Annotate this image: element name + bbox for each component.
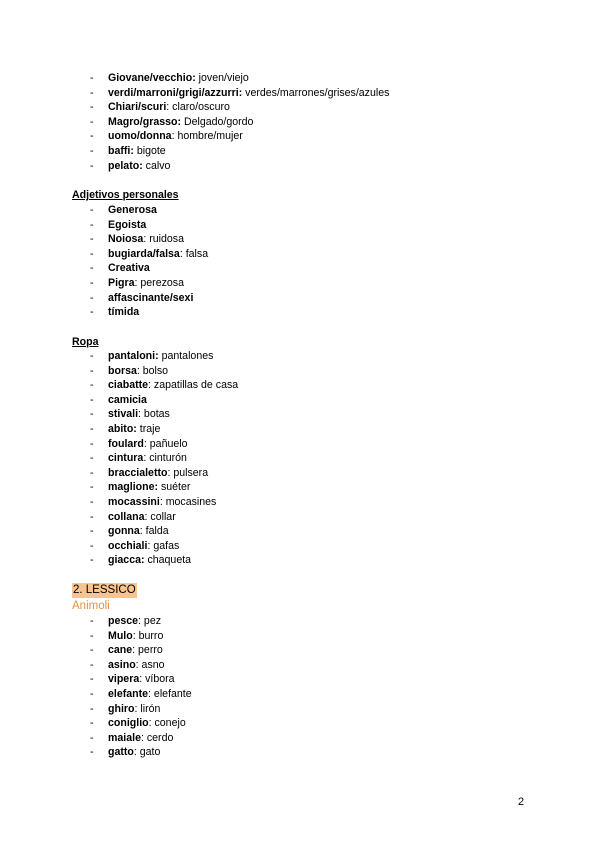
item-term: Magro/grasso: [108,115,181,128]
item-definition: : víbora [139,673,175,686]
bullet-dash: - [90,629,94,642]
item-content [108,466,208,481]
item-content [108,349,213,364]
item-term: tímida [108,306,140,319]
item-content [108,451,187,466]
item-term: affascinante/sexi [108,291,194,304]
item-definition: Delgado/gordo [181,115,254,128]
item-definition: pantalones [158,350,214,362]
item-term: abito: [108,422,137,435]
item-content [108,247,208,262]
item-term: baffi: [108,144,134,157]
item-term: giacca: [108,554,145,567]
item-content [108,115,253,130]
item-definition: : pañuelo [143,437,188,450]
item-content [108,276,184,291]
bullet-dash: - [90,159,94,172]
item-definition: traje [136,422,161,435]
bullet-dash: - [90,144,94,157]
item-term: mocassini [108,495,160,508]
item-content [108,480,190,495]
bullet-dash: - [90,86,94,99]
item-term: Pigra [108,276,135,289]
item-content [108,510,176,525]
bullet-dash: - [90,408,94,421]
bullet-dash: - [90,539,94,552]
item-definition: : ruidosa [143,233,184,246]
bullet-dash: - [90,393,94,406]
item-definition: : bolso [136,364,169,377]
item-content [108,129,243,144]
bullet-dash: - [90,437,94,450]
item-definition: : zapatillas de casa [148,379,239,392]
bullet-dash: - [90,466,94,479]
item-term: collana [108,510,145,523]
item-content [108,291,193,306]
item-content [108,86,389,101]
item-content [108,731,173,746]
item-definition: : conejo [148,717,186,730]
item-definition: : falsa [179,247,209,260]
item-content [108,159,170,174]
bullet-dash: - [90,291,94,304]
item-content [108,261,150,276]
item-content [108,203,157,218]
item-definition: : cerdo [140,731,174,744]
item-definition: calvo [142,159,171,172]
item-content [108,745,160,760]
item-term: coniglio [108,717,149,730]
item-term: Giovane/vecchio: [108,72,196,84]
bullet-dash: - [90,658,94,671]
item-term: Creativa [108,262,150,275]
item-term: vipera [108,673,140,686]
item-definition: : cinturón [143,452,187,465]
bullet-dash: - [90,350,94,362]
item-content [108,364,168,379]
item-term: cane [108,644,133,657]
item-term: borsa [108,364,137,377]
item-content [108,407,170,422]
item-term: occhiali [108,539,148,552]
item-content [108,702,160,717]
item-content [108,539,179,554]
item-term: ghiro [108,702,135,715]
item-content [108,614,161,629]
bullet-dash: - [90,615,94,627]
item-definition: : gato [133,746,161,759]
item-term: ciabatte [108,379,149,392]
bullet-dash: - [90,72,94,84]
item-term: maglione: [108,481,159,494]
item-content [108,144,166,159]
item-definition: : pulsera [167,466,209,479]
item-term: Egoista [108,218,147,231]
bullet-dash: - [90,364,94,377]
bullet-dash: - [90,276,94,289]
item-term: Noiosa [108,233,144,246]
bullet-dash: - [90,204,94,216]
item-term: Chiari/scuri [108,101,167,114]
item-term: verdi/marroni/grigi/azzurri: [108,86,243,99]
item-term: maiale [108,731,141,744]
bullet-dash: - [90,746,94,759]
section-heading-lessico: 2. LESSICO [73,584,136,596]
item-content [108,100,230,115]
item-definition: suéter [158,481,191,494]
item-definition: : collar [144,510,176,523]
item-content [108,218,146,233]
item-term: braccialetto [108,466,168,479]
bullet-dash: - [90,717,94,730]
bullet-dash: - [90,687,94,700]
item-definition: : falda [139,525,169,538]
item-term: pesce [108,615,139,627]
item-term: uomo/donna [108,130,172,143]
item-definition: : perezosa [134,276,184,289]
item-term: pantaloni: [108,350,159,362]
page-number: 2 [518,796,525,808]
item-content [108,553,191,568]
item-content [108,643,163,658]
item-content [108,305,139,320]
item-term: pelato: [108,159,143,172]
item-definition: : botas [138,408,170,421]
item-definition: : pez [138,615,162,627]
item-term: Mulo [108,629,133,642]
item-definition: : lirón [134,702,161,715]
item-content [108,422,160,437]
bullet-dash: - [90,262,94,275]
item-term: elefante [108,687,149,700]
item-content [108,495,216,510]
item-definition: : mocasines [159,495,217,508]
bullet-dash: - [90,644,94,657]
section-subheading-animals: Animoli [72,600,110,612]
item-content [108,716,186,731]
bullet-dash: - [90,452,94,465]
item-definition: : perro [132,644,163,657]
item-content [108,378,238,393]
bullet-dash: - [90,247,94,260]
bullet-dash: - [90,731,94,744]
bullet-dash: - [90,481,94,494]
item-content [108,232,184,247]
item-term: gatto [108,746,134,759]
item-content [108,71,249,86]
item-definition: : elefante [148,687,192,700]
item-content [108,658,165,673]
bullet-dash: - [90,115,94,128]
item-term: gonna [108,525,140,538]
bullet-dash: - [90,218,94,231]
item-content [108,524,169,539]
item-definition: verdes/marrones/grises/azules [242,86,390,99]
item-content [108,672,175,687]
item-definition: : burro [132,629,164,642]
item-term: asino [108,658,136,671]
item-definition: bigote [133,144,166,157]
item-term: Generosa [108,204,157,216]
item-content [108,687,192,702]
item-term: camicia [108,393,147,406]
item-term: bugiarda/falsa [108,247,180,260]
bullet-dash: - [90,130,94,143]
bullet-dash: - [90,673,94,686]
bullet-dash: - [90,525,94,538]
item-definition: : hombre/mujer [171,130,243,143]
bullet-dash: - [90,233,94,246]
item-content [108,629,163,644]
bullet-dash: - [90,702,94,715]
bullet-dash: - [90,422,94,435]
item-definition: joven/viejo [195,72,249,84]
item-definition: chaqueta [144,554,192,567]
bullet-dash: - [90,554,94,567]
item-term: cintura [108,452,144,465]
bullet-dash: - [90,101,94,114]
section-heading-ropa: Ropa [72,336,99,348]
bullet-dash: - [90,495,94,508]
item-term: foulard [108,437,144,450]
bullet-dash: - [90,379,94,392]
section-heading-personal: Adjetivos personales [72,189,179,201]
item-content [108,393,147,408]
item-content [108,437,188,452]
item-definition: : claro/oscuro [166,101,230,114]
item-term: stivali [108,408,139,421]
bullet-dash: - [90,510,94,523]
item-definition: : asno [135,658,165,671]
bullet-dash: - [90,306,94,319]
item-definition: : gafas [147,539,180,552]
